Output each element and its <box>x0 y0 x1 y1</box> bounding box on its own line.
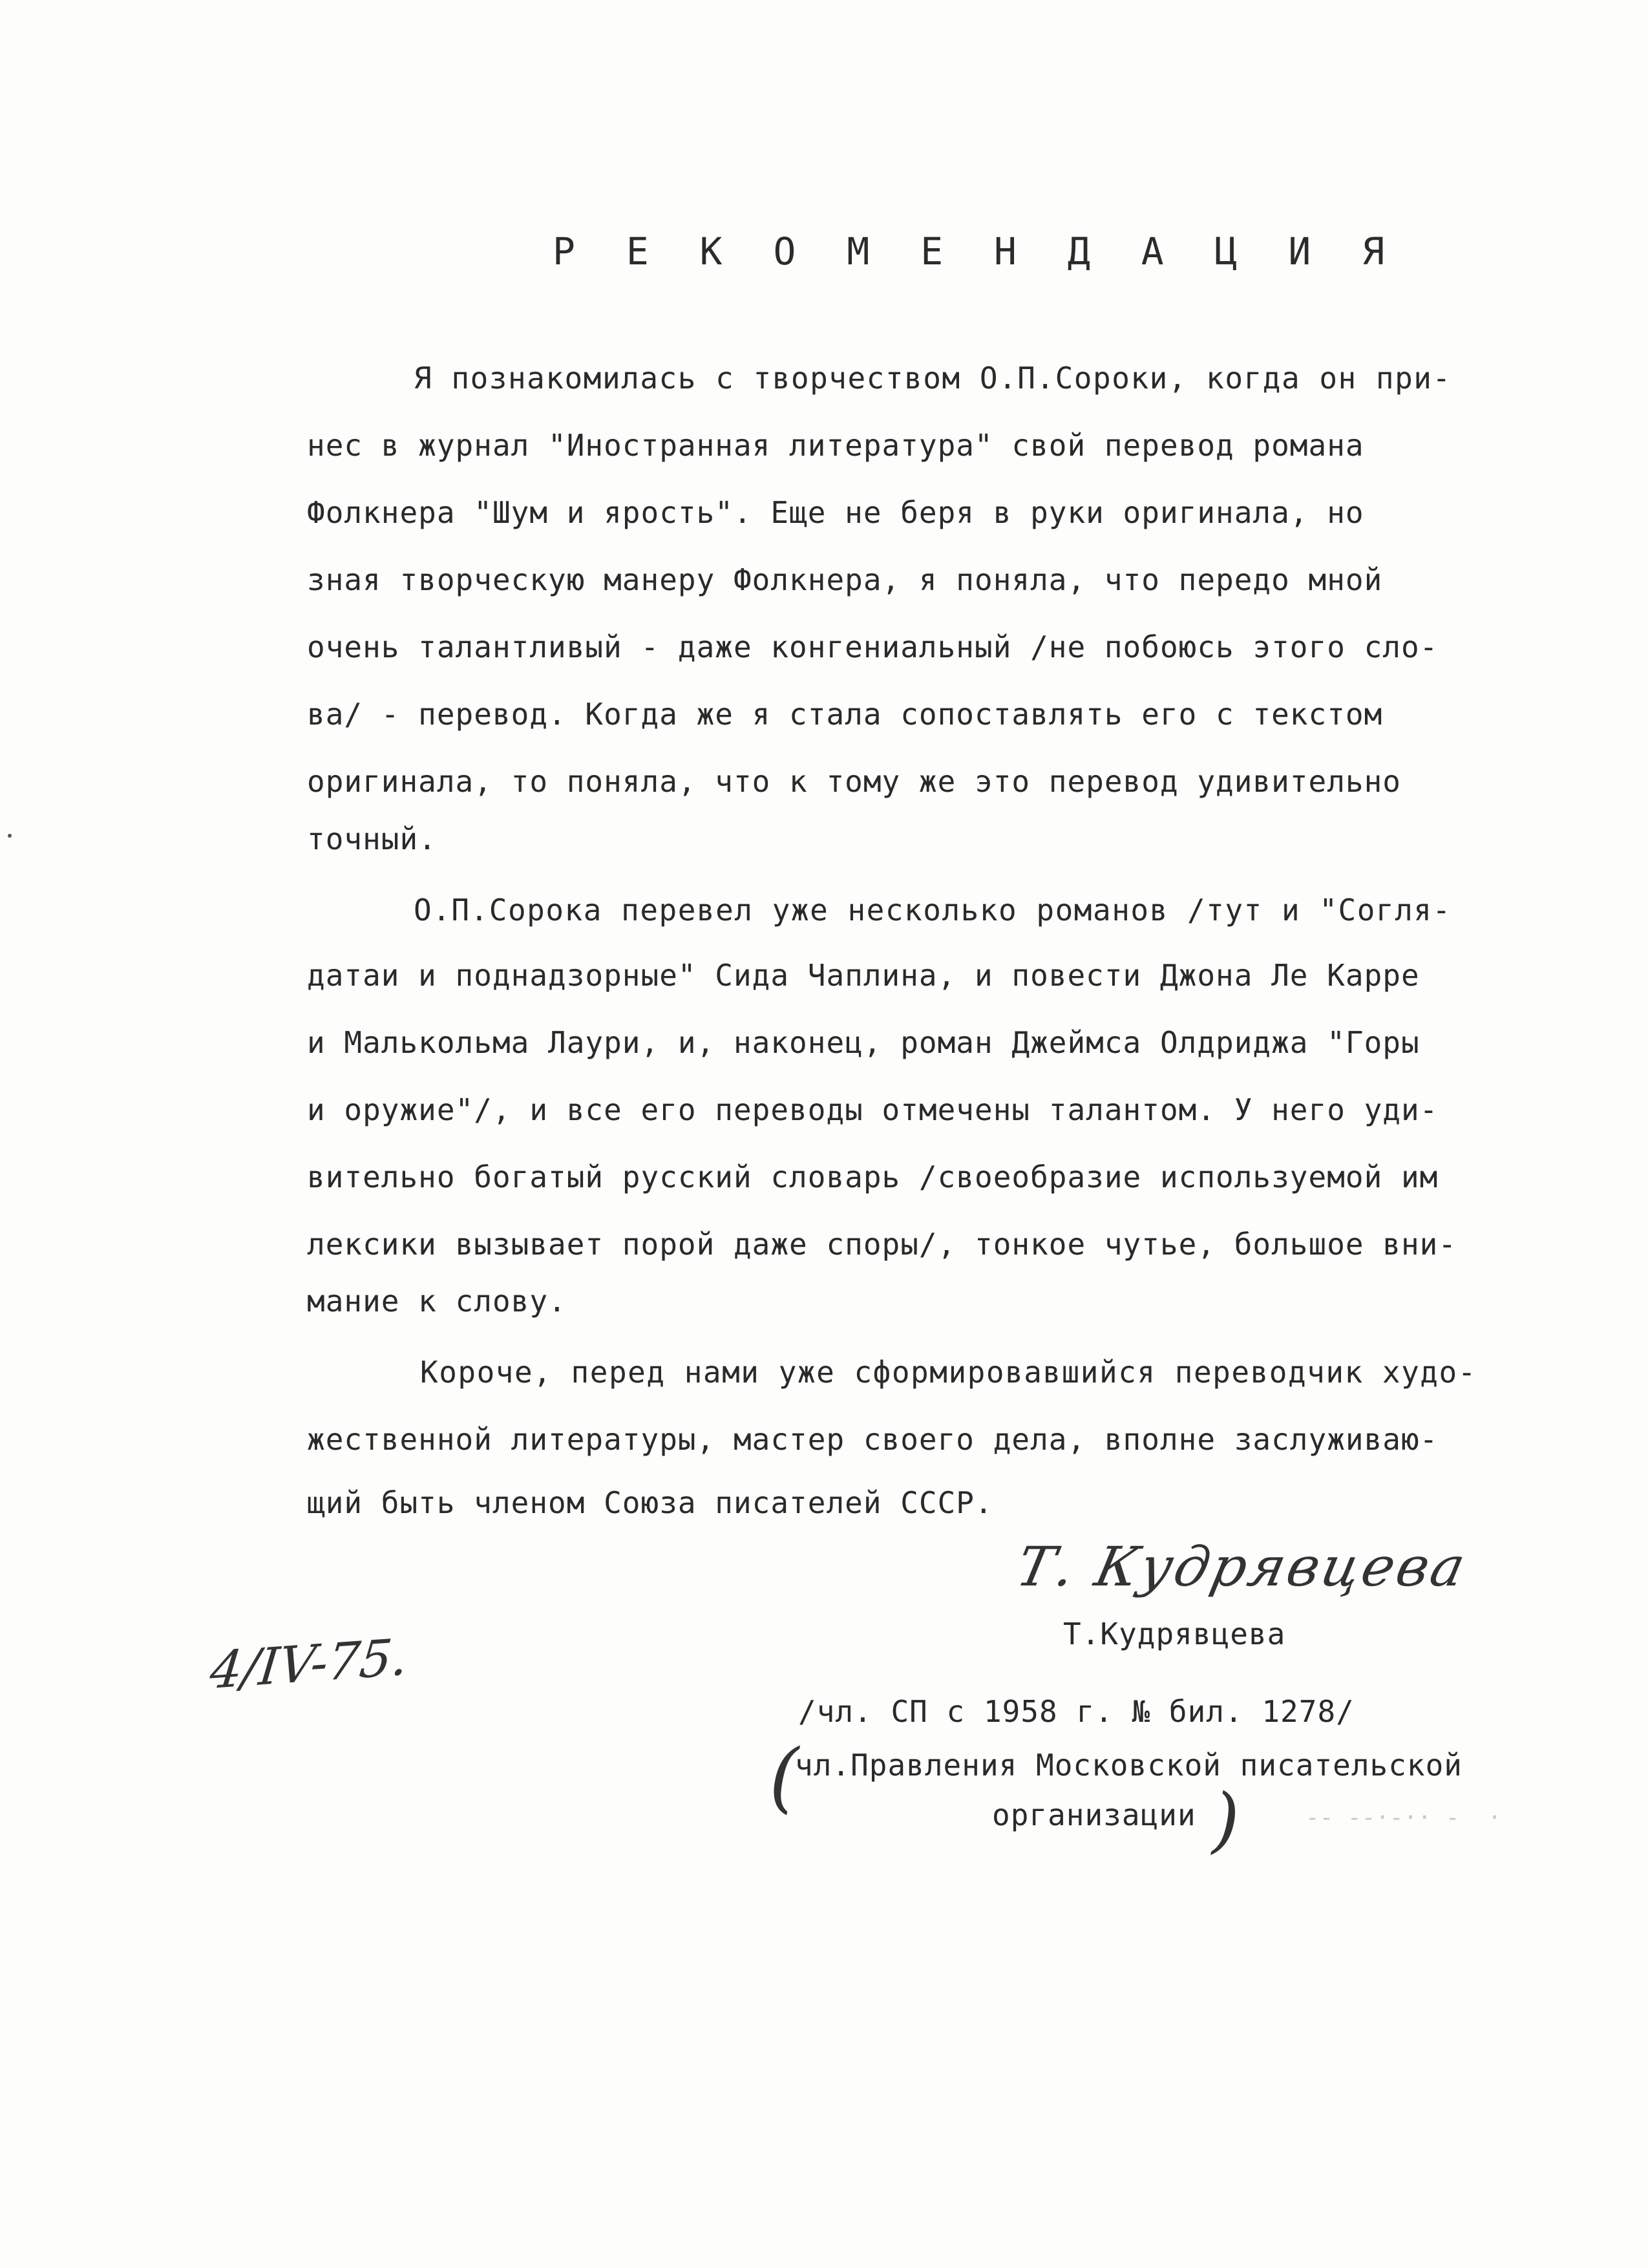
board-line-1: чл.Правления Московской писательской <box>795 1748 1463 1783</box>
body-line-16: Короче, перед нами уже сформировавшийся переводчик худо- <box>420 1355 1477 1390</box>
body-line-4: зная творческую манеру Фолкнера, я поняла, что передо мной <box>307 562 1383 597</box>
body-line-15: мание к слову. <box>307 1284 567 1319</box>
handwritten-signature: Т. Кудрявцева <box>1011 1535 1474 1598</box>
body-line-1: Я познакомилась с творчеством О.П.Сороки, когда он при- <box>414 361 1452 396</box>
body-line-7: оригинала, то поняла, что к тому же это перевод удивительно <box>307 764 1401 799</box>
body-line-5: очень талантливый - даже конгениальный /не побоюсь этого сло- <box>307 630 1439 664</box>
body-line-13: вительно богатый русский словарь /своеобразие используемой им <box>307 1160 1439 1194</box>
faint-bleed-marks: -- --·-·· - · <box>1305 1805 1502 1831</box>
membership-line: /чл. СП с 1958 г. № бил. 1278/ <box>798 1694 1355 1729</box>
body-line-6: ва/ - перевод. Когда же я стала сопоставлять его с текстом <box>307 697 1383 732</box>
margin-speck <box>8 834 12 838</box>
body-line-17: жественной литературы, мастер своего дела, вполне заслуживаю- <box>307 1422 1439 1457</box>
body-line-11: и Малькольма Лаури, и, наконец, роман Джеймса Олдриджа "Горы <box>307 1025 1420 1060</box>
body-line-3: Фолкнера "Шум и ярость". Еще не беря в руки оригинала, но <box>307 495 1364 530</box>
body-line-9: О.П.Сорока перевел уже несколько романов /тут и "Согля- <box>414 893 1452 927</box>
handwritten-date: 4/IV-75. <box>207 1627 411 1701</box>
body-line-18: щий быть членом Союза писателей СССР. <box>307 1485 993 1520</box>
open-paren-mark: ( <box>769 1732 799 1821</box>
body-line-2: нес в журнал "Иностранная литература" свой перевод романа <box>307 428 1364 463</box>
body-line-10: датаи и поднадзорные" Сида Чаплина, и повести Джона Ле Карре <box>307 958 1420 993</box>
body-line-12: и оружие"/, и все его переводы отмечены талантом. У него уди- <box>307 1092 1439 1127</box>
document-title: Р Е К О М Е Н Д А Ц И Я <box>553 229 1399 273</box>
close-paren-mark: ) <box>1212 1778 1240 1861</box>
board-line-2: организации <box>992 1797 1196 1832</box>
body-line-14: лексики вызывает порой даже споры/, тонкое чутье, большое вни- <box>307 1227 1457 1262</box>
body-line-8: точный. <box>307 821 437 856</box>
signature-name: Т.Кудрявцева <box>1063 1616 1286 1651</box>
